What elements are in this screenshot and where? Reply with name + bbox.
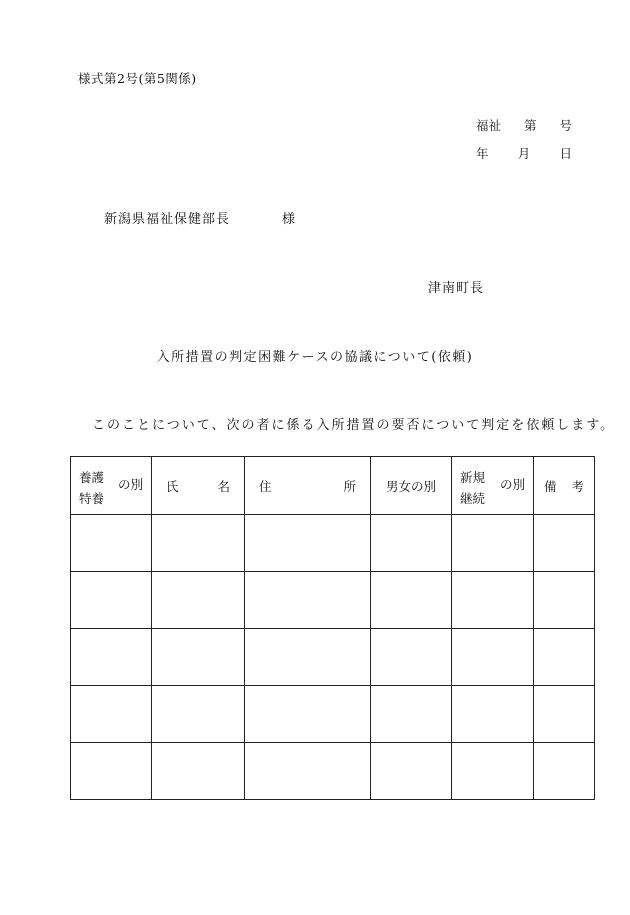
table-cell xyxy=(71,686,152,743)
table-header-row xyxy=(71,457,595,515)
table-cell xyxy=(534,572,595,629)
header-address xyxy=(245,457,371,515)
request-table xyxy=(70,456,595,800)
table-cell xyxy=(152,572,245,629)
table-cell xyxy=(152,743,245,800)
document-number-dai: 第 xyxy=(523,118,537,133)
table-cell xyxy=(452,629,534,686)
table-cell xyxy=(534,515,595,572)
header-gender: 男女の別 xyxy=(371,457,452,515)
table-row xyxy=(71,629,595,686)
table-cell xyxy=(452,515,534,572)
document-number-row xyxy=(476,116,572,144)
table-cell xyxy=(245,743,371,800)
table-cell xyxy=(452,686,534,743)
document-number-go: 号 xyxy=(559,118,572,133)
header-care-type-suffix: の別 xyxy=(117,477,143,492)
form-number: 様式第2号(第5関係) xyxy=(78,71,197,86)
header-new-continuing-line1: 新規 xyxy=(460,470,486,485)
table-cell xyxy=(245,572,371,629)
document-number-block xyxy=(476,116,572,172)
table-cell xyxy=(71,515,152,572)
table-cell xyxy=(371,515,452,572)
table-cell xyxy=(371,686,452,743)
table-row xyxy=(71,743,595,800)
table-row xyxy=(71,515,595,572)
table-cell xyxy=(534,629,595,686)
table-cell xyxy=(371,743,452,800)
sender: 津南町長 xyxy=(428,281,485,296)
header-care-type xyxy=(71,457,152,515)
date-year: 年 xyxy=(476,146,489,161)
table-cell xyxy=(71,572,152,629)
header-new-continuing-line2: 継続 xyxy=(460,491,486,506)
header-new-continuing xyxy=(452,457,534,515)
table-cell xyxy=(452,743,534,800)
table-cell xyxy=(452,572,534,629)
document-date-row xyxy=(476,144,572,172)
header-address-char2: 所 xyxy=(343,478,356,494)
table-cell xyxy=(71,743,152,800)
addressee-name: 新潟県福祉保健部長 xyxy=(104,212,231,227)
table-row xyxy=(71,686,595,743)
addressee xyxy=(104,208,296,227)
table-cell xyxy=(245,686,371,743)
document-number-label: 福祉 xyxy=(476,118,502,133)
header-name-char1: 氏 xyxy=(166,478,179,494)
table-cell xyxy=(152,629,245,686)
table-cell xyxy=(245,515,371,572)
body-text: このことについて、次の者に係る入所措置の要否について判定を依頼します。 xyxy=(92,418,616,433)
document-title: 入所措置の判定困難ケースの協議について(依頼) xyxy=(156,350,474,365)
header-name xyxy=(152,457,245,515)
date-month: 月 xyxy=(517,146,531,161)
table-cell xyxy=(534,743,595,800)
header-care-type-line1: 養護 xyxy=(79,470,105,485)
header-remarks xyxy=(534,457,595,515)
table-cell xyxy=(71,629,152,686)
header-care-type-line2: 特養 xyxy=(79,491,105,506)
table-cell xyxy=(152,515,245,572)
date-day: 日 xyxy=(559,146,572,161)
addressee-honorific: 様 xyxy=(282,212,297,227)
header-address-char1: 住 xyxy=(259,478,272,494)
header-new-continuing-suffix: の別 xyxy=(499,477,525,492)
table-cell xyxy=(371,629,452,686)
header-name-char2: 名 xyxy=(217,478,230,494)
header-remarks-char2: 考 xyxy=(571,478,584,494)
table-cell xyxy=(534,686,595,743)
table-cell xyxy=(152,686,245,743)
table-cell xyxy=(371,572,452,629)
table-row xyxy=(71,572,595,629)
header-remarks-char1: 備 xyxy=(544,478,557,494)
table-cell xyxy=(245,629,371,686)
